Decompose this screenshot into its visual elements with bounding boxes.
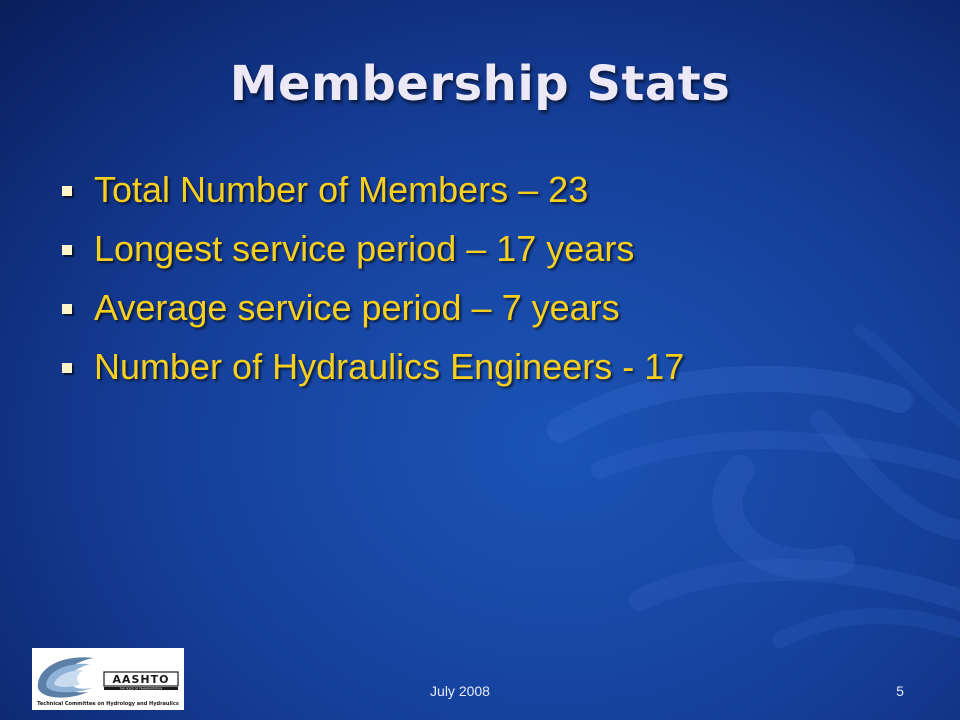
bullet-marker-icon — [62, 245, 72, 255]
bullet-longest-service — [62, 225, 684, 284]
bullet-hydraulics-engineers — [62, 343, 684, 402]
bullet-marker-icon — [62, 363, 72, 373]
slide-number: 5 — [896, 683, 904, 699]
aashto-logo — [32, 648, 184, 710]
bullet-marker-icon — [62, 186, 72, 196]
slide-title: Membership Stats — [229, 56, 731, 112]
logo-tagline: THE VOICE OF TRANSPORTATION — [119, 687, 163, 691]
bullet-text: Longest service period – 17 years — [94, 228, 635, 269]
logo-wordmark: AASHTO — [112, 673, 170, 686]
bullet-total-members — [62, 166, 684, 225]
bullet-average-service — [62, 284, 684, 343]
logo-subtitle: Technical Committee on Hydrology and Hydraulics — [37, 701, 179, 707]
footer-date: July 2008 — [430, 683, 490, 699]
bullet-text: Total Number of Members – 23 — [94, 169, 589, 210]
bullet-marker-icon — [62, 304, 72, 314]
bullet-text: Average service period – 7 years — [94, 287, 620, 328]
bullet-text: Number of Hydraulics Engineers - 17 — [94, 346, 685, 387]
bullet-list — [62, 166, 684, 402]
